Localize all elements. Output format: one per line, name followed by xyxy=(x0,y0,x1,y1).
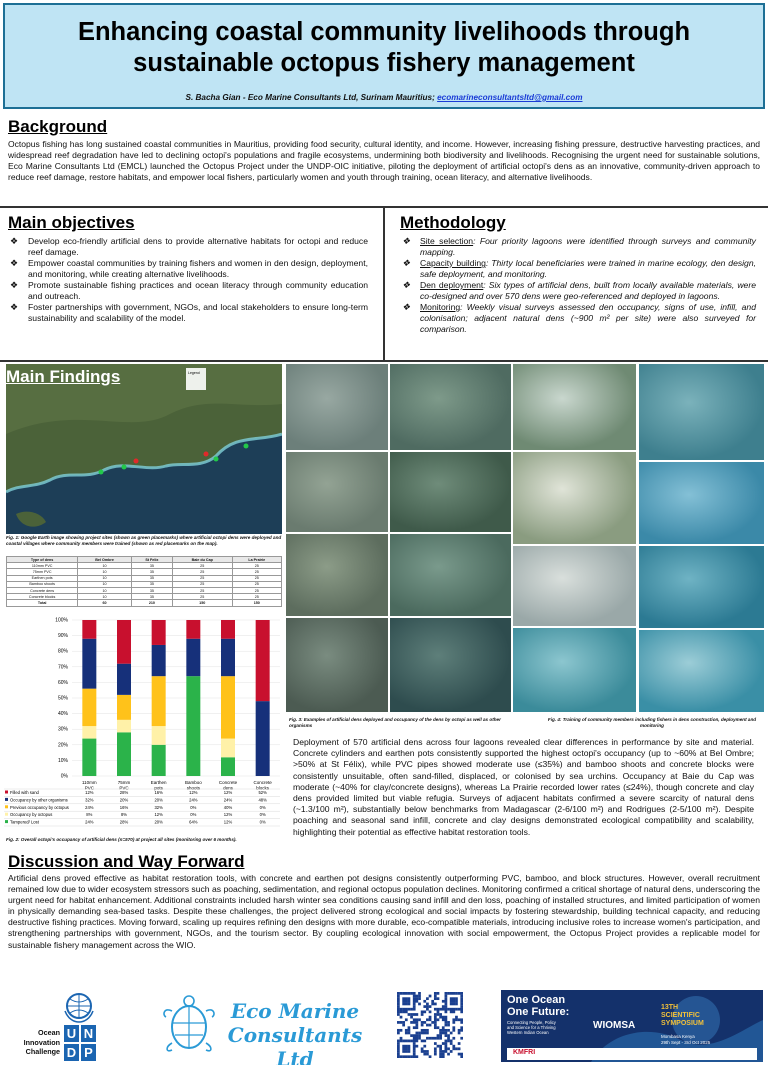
table-cell: 210 xyxy=(131,600,172,606)
data-label: 12% xyxy=(223,819,233,825)
bar-segment xyxy=(221,639,235,676)
legend-swatch xyxy=(5,813,8,816)
table-cell: 150 xyxy=(232,600,281,606)
objective-item: ❖ Develop eco-friendly artificial dens to provide alternative habitats for octopi and reduce reef damage. xyxy=(10,236,368,257)
table-row xyxy=(7,600,282,606)
data-label: 12% xyxy=(223,790,233,795)
bar-segment xyxy=(117,664,131,695)
bullet-icon: ❖ xyxy=(402,280,411,290)
legend-label: Filled with sand xyxy=(10,790,39,795)
photo xyxy=(639,462,764,544)
sponsor-strip xyxy=(507,1048,757,1060)
data-label: 52% xyxy=(258,790,267,795)
findings-text: Deployment of 570 artificial dens across four lagoons revealed clear differences in performance by site and material. Concrete cylinders and earthen pots consistently supported the highest octopi's occupancy (up to ~60% at Bel Ombre; >50% at St Félix), while PVC pipes showed moderate use (≤35%) and bamboo shoots and concrete blocks were consistently unsuitable, often sand-filled, displaced, or colonised by sea urchins. Occupancy at Baie du Cap was moderate (~40% for clay/concrete designs), whereas La Prairie recorded lower rates (≤24%), though concrete and clay dens provided limited but viable refugia. Surveys of adjacent habitats confirmed a severe scarcity of natural dens (~1.3/100 m²), substantially below benchmarks from Madagascar (2-6/100 m²) and Rodrigues (2-5/100 m²). Despite poaching and seasonal sand infill, concrete and clay designs demonstrated ecological compatibility and scalability, highlighting their potential as effective habitat restoration tools. xyxy=(293,737,754,837)
data-label: 32% xyxy=(154,804,163,810)
photo xyxy=(390,452,511,532)
table-cell: Earthen pots xyxy=(7,575,78,581)
method-item: ❖ Capacity building: Thirty local beneficiaries were trained in marine ecology, den design, safe deployment, and monitoring. xyxy=(402,258,757,279)
x-tick-label: 75mm xyxy=(117,780,131,785)
y-tick-label: 30% xyxy=(57,726,68,733)
table-cell: 25 xyxy=(232,581,281,587)
fig1-caption: Fig. 1: Google Earth image showing project sites (shown as green placemarks) where artificial octopi dens were deployed and coastal villages where community members were trained (shown as red placemarks on the map). xyxy=(6,535,282,546)
data-label: 20% xyxy=(119,797,129,803)
poster-header xyxy=(3,3,765,109)
data-label: 16% xyxy=(119,804,129,810)
data-label: 8% xyxy=(120,812,128,818)
table-header: Type of dens xyxy=(7,557,78,563)
table-cell: 25 xyxy=(232,575,281,581)
bar-segment xyxy=(152,676,166,726)
legend-label: Previous occupancy by octopus xyxy=(10,804,69,810)
table-cell: 35 xyxy=(131,575,172,581)
bar-segment xyxy=(186,676,200,776)
photo xyxy=(639,546,764,628)
undp-logo: U N D P xyxy=(64,1025,96,1061)
data-label: 20% xyxy=(154,797,163,803)
data-label: 0% xyxy=(190,804,197,810)
method-item: ❖ Site selection: Four priority lagoons were identified through surveys and community mapping. xyxy=(402,236,756,257)
x-tick-label: Concrete xyxy=(253,780,272,785)
x-tick-label: Earthen xyxy=(150,780,167,785)
table-cell: 25 xyxy=(172,594,232,600)
bar-segment xyxy=(186,620,200,639)
data-label: 16% xyxy=(154,790,163,795)
x-tick-label: 110mm xyxy=(81,780,97,785)
table-header: Bel Ombre xyxy=(78,557,132,563)
data-label: 32% xyxy=(85,797,94,803)
objective-item: ❖ Promote sustainable fishing practices and ocean literacy through community education and outreach. xyxy=(10,280,368,301)
main-findings-heading: Main Findings xyxy=(6,367,121,386)
bar-segment xyxy=(82,639,96,689)
bar-segment xyxy=(152,645,166,676)
background-heading: Background xyxy=(8,117,108,136)
legend-label: Tampered/ Lost xyxy=(10,819,39,825)
objectives-heading: Main objectives xyxy=(8,213,135,232)
photo xyxy=(286,534,388,616)
data-label: 64% xyxy=(189,819,198,825)
table-header: La Prairie xyxy=(232,557,281,563)
data-label: 8% xyxy=(86,812,93,818)
bar-segment xyxy=(221,620,235,639)
background-text: Octopus fishing has long sustained coastal communities in Mauritius, providing food security, cultural identity, and income. However, increasing fishing pressure, destructive harvesting practices, and widespread reef degradation have led to declining octopi's populations and fragile ecosystems, undermining both biodiversity and livelihoods. Recognising the urgent need for sustainable solutions, Eco Marine Consultants Ltd (EMCL) launched the Octopus Project under the UNDP-OIC initiative, piloting the deployment of artificial octopi's dens as an innovative, community-driven approach to reduce reef damage, restore habitats, and empower local fishers, particularly women and youth through training, ocean literacy, and alternative livelihoods. xyxy=(8,139,760,182)
x-tick-label: pots xyxy=(154,785,163,791)
table-cell: Total xyxy=(7,600,78,606)
discussion-heading: Discussion and Way Forward xyxy=(8,852,245,871)
legend-swatch xyxy=(5,820,8,823)
table-cell: 150 xyxy=(172,600,232,606)
column-divider xyxy=(383,208,385,360)
kmfri-logo: KMFRI xyxy=(513,1049,536,1056)
bar-segment xyxy=(186,639,200,676)
footer-logos xyxy=(0,983,768,1065)
poster-title xyxy=(5,17,763,79)
y-tick-label: 90% xyxy=(57,633,68,640)
email-link[interactable]: ecomarineconsultantsltd@gmail.com xyxy=(437,93,583,102)
legend-swatch xyxy=(5,798,8,801)
wio-title: One Ocean One Future: xyxy=(507,994,570,1018)
map-legend: Legend xyxy=(188,371,200,375)
table-cell: 25 xyxy=(172,587,232,593)
table-cell: 25 xyxy=(172,563,232,569)
fig4-caption: Fig. 4: Training of community members including fishers in dens construction, deployment and monitoring xyxy=(547,717,757,728)
x-tick-label: Concrete xyxy=(218,780,238,785)
table-cell: 35 xyxy=(131,569,172,575)
bar-segment xyxy=(82,739,96,776)
bullet-icon: ❖ xyxy=(10,236,19,246)
table-cell: 110mm PVC xyxy=(7,563,78,569)
photo xyxy=(390,534,511,616)
authors-line xyxy=(5,93,763,102)
data-label: 24% xyxy=(223,797,233,803)
data-label: 40% xyxy=(223,804,233,810)
photo xyxy=(513,546,636,626)
occupancy-chart xyxy=(0,612,282,844)
table-cell: 75mm PVC xyxy=(7,569,78,575)
table-cell: 25 xyxy=(232,594,281,600)
map-image xyxy=(6,364,282,534)
table-cell: 25 xyxy=(172,575,232,581)
title-line-2: sustainable octopus fishery management xyxy=(133,49,635,77)
y-tick-label: 10% xyxy=(57,757,68,764)
authors: S. Bacha Gian - Eco Marine Consultants Ltd, Surinam Mauritius; xyxy=(185,93,435,102)
bullet-icon: ❖ xyxy=(402,258,411,268)
bar-segment xyxy=(152,726,166,745)
photo xyxy=(286,452,388,532)
data-label: 0% xyxy=(259,812,266,818)
photo xyxy=(513,364,636,450)
data-label: 0% xyxy=(259,804,266,810)
title-line-1: Enhancing coastal community livelihoods through xyxy=(77,18,691,46)
data-label: 12% xyxy=(154,812,163,818)
bar-segment xyxy=(256,701,270,776)
y-tick-label: 0% xyxy=(60,773,68,780)
data-label: 24% xyxy=(85,804,94,810)
photo xyxy=(390,618,511,712)
bar-segment xyxy=(256,620,270,701)
table-cell: 10 xyxy=(78,569,132,575)
section-divider xyxy=(0,360,768,362)
table-cell: 10 xyxy=(78,581,132,587)
table-cell: 10 xyxy=(78,563,132,569)
bullet-icon: ❖ xyxy=(10,302,19,312)
data-label: 28% xyxy=(119,819,129,825)
table-header: Baie du Cap xyxy=(172,557,232,563)
method-item: ❖ Den deployment: Six types of artificial dens, built from locally available materials, were co-designed and over 570 dens were geo-referenced and deployed in lagoons. xyxy=(402,280,756,301)
x-tick-label: dens xyxy=(223,785,233,791)
data-label: 12% xyxy=(189,790,198,795)
y-tick-label: 20% xyxy=(57,742,68,749)
legend-swatch xyxy=(5,805,8,808)
photo xyxy=(639,630,764,712)
x-tick-label: Bamboo xyxy=(184,780,202,785)
y-tick-label: 80% xyxy=(57,648,68,655)
bar-segment xyxy=(152,745,166,776)
wiomsa-banner xyxy=(501,990,763,1062)
table-header: St Felix xyxy=(131,557,172,563)
table-cell: 25 xyxy=(232,587,281,593)
symposium-venue: Mombasa Kenya 29th Sept - 3rd Oct 2025 xyxy=(661,1034,711,1045)
symposium-label: 13TH SCIENTIFIC SYMPOSIUM xyxy=(661,1004,704,1027)
method-item: ❖ Monitoring: Weekly visual surveys assessed den occupancy, signs of use, infill, and colonisation; adjacent natural dens (~900 m² per site) were also surveyed for comparison. xyxy=(402,302,756,334)
discussion-text: Artificial dens proved effective as habitat restoration tools, with concrete and earthen pot designs consistently outperforming PVC, bamboo, and block structures. However, overall recruitment remained low due to wider ecosystem stressors such as poaching, sedimentation, and regional octopus population declines. Monitoring confirmed a critical shortage of natural dens, underscoring the urgent need for habitat enhancement. Additional constraints included harsh winter sea conditions causing sand infill and den loss, poaching of installed structures, and limited participation of women in physically demanding sea-based tasks. Despite these challenges, the project delivered strong ecological and social impacts by fostering stewardship, building technical capacity, and reducing destructive fishing practices. Moving forward, scaling up requires refining den designs with more durable, eco-compatible materials, introducing inclusive roles to increase women's participation, and strengthening partnerships with government, NGOs, and the tourism sector. By coupling ecological innovation with social empowerment, the Octopus Project provides a replicable model for sustainable fishery management across the WIO. xyxy=(8,873,760,950)
bar-segment xyxy=(221,739,235,758)
data-label: 0% xyxy=(190,812,197,818)
x-tick-label: PVC xyxy=(84,785,94,791)
legend-swatch xyxy=(5,791,8,794)
un-emblem-icon xyxy=(62,989,96,1023)
fig2-caption: Fig. 2: Overall octopi's occupancy of artificial dens (n=570) at project all sites (monitoring over 6 months). xyxy=(6,837,237,842)
x-tick-label: blocks xyxy=(256,785,270,791)
bar-segment xyxy=(221,676,235,738)
photo xyxy=(390,364,511,450)
objectives-list xyxy=(6,236,368,324)
bullet-icon: ❖ xyxy=(10,258,19,268)
table-cell: 10 xyxy=(78,587,132,593)
emcl-logo-text: Eco Marine Consultants Ltd xyxy=(227,999,363,1065)
bullet-icon: ❖ xyxy=(10,280,19,290)
data-label: 48% xyxy=(258,797,267,803)
table-cell: 25 xyxy=(172,581,232,587)
legend-label: Occupancy by other organisms xyxy=(10,797,68,803)
photo xyxy=(286,364,388,450)
bar-segment xyxy=(82,689,96,726)
photo xyxy=(513,628,636,712)
y-tick-label: 100% xyxy=(55,617,68,624)
data-label: 24% xyxy=(85,819,94,825)
methodology-heading: Methodology xyxy=(400,213,506,232)
table-cell: Concrete dens xyxy=(7,587,78,593)
objective-item: ❖ Empower coastal communities by training fishers and women in den design, deployment, and monitoring, while creating alternative livelihoods. xyxy=(10,258,368,279)
table-cell: 60 xyxy=(78,600,132,606)
bar-segment xyxy=(117,695,131,720)
table-cell: 25 xyxy=(232,569,281,575)
table-cell: 35 xyxy=(131,563,172,569)
wiomsa-label: WIOMSA xyxy=(593,1020,636,1031)
fig3-caption: Fig. 3: Examples of artificial dens deployed and occupancy of the dens by octopi as well as other organisms xyxy=(289,717,501,728)
bar-segment xyxy=(117,620,131,664)
table-cell: Concrete blocks xyxy=(7,594,78,600)
table-cell: 25 xyxy=(172,569,232,575)
photo xyxy=(286,618,388,712)
y-tick-label: 50% xyxy=(57,695,68,702)
bullet-icon: ❖ xyxy=(402,302,411,312)
y-tick-label: 40% xyxy=(57,711,68,718)
data-label: 20% xyxy=(154,819,163,825)
table-cell: 10 xyxy=(78,594,132,600)
legend-label: Occupancy by octopus xyxy=(10,812,53,818)
photo xyxy=(639,364,764,460)
data-label: 0% xyxy=(259,819,266,825)
dens-table xyxy=(6,556,282,607)
bar-segment xyxy=(82,726,96,738)
data-label: 28% xyxy=(119,790,129,795)
photo xyxy=(513,452,636,544)
methodology-list xyxy=(398,236,756,335)
bar-segment xyxy=(221,757,235,776)
bar-segment xyxy=(152,620,166,645)
objective-item: ❖ Foster partnerships with government, NGOs, and local stakeholders to ensure long-term sustainability and scalability of the model. xyxy=(10,302,368,323)
x-tick-label: shoots xyxy=(186,785,200,791)
y-tick-label: 60% xyxy=(57,679,68,686)
data-label: 12% xyxy=(85,790,94,795)
x-tick-label: PVC xyxy=(119,785,129,791)
table-cell: 35 xyxy=(131,594,172,600)
bar-segment xyxy=(117,732,131,776)
bullet-icon: ❖ xyxy=(402,236,411,246)
wio-subtitle: Connecting People, Policy and Science for a Thriving Western Indian Ocean xyxy=(507,1020,556,1036)
table-cell: 35 xyxy=(131,587,172,593)
qr-code-icon[interactable] xyxy=(397,992,463,1058)
bar-segment xyxy=(117,720,131,732)
oic-label: Ocean Innovation Challenge xyxy=(23,1028,60,1056)
table-cell: 35 xyxy=(131,581,172,587)
bar-segment xyxy=(82,620,96,639)
data-label: 12% xyxy=(223,812,233,818)
table-cell: 10 xyxy=(78,575,132,581)
table-cell: Bamboo shoots xyxy=(7,581,78,587)
y-tick-label: 70% xyxy=(57,664,68,671)
table-cell: 25 xyxy=(232,563,281,569)
data-label: 24% xyxy=(189,797,198,803)
